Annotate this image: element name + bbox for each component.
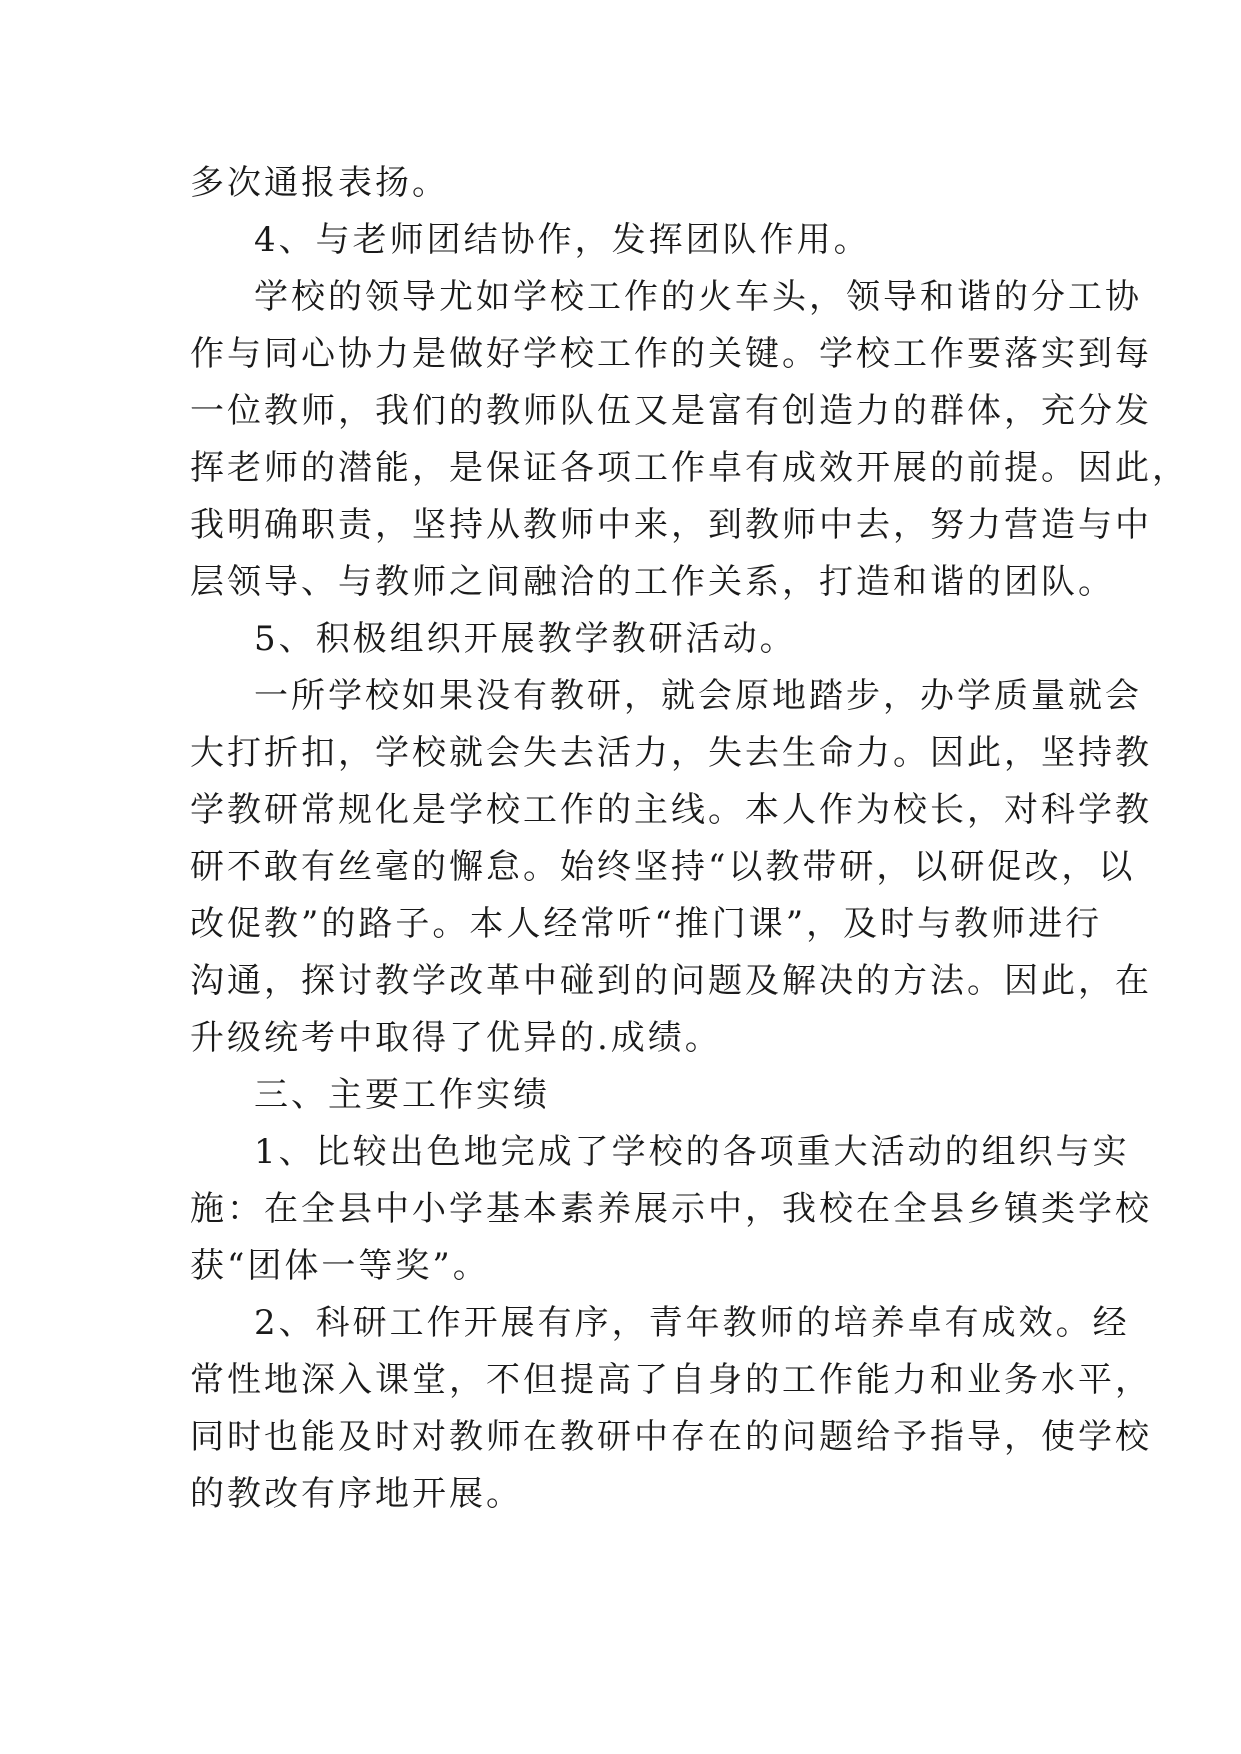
text-line: 1、比较出色地完成了学校的各项重大活动的组织与实 bbox=[254, 1132, 1130, 1172]
text-line: 研不敢有丝毫的懈怠。始终坚持“以教带研，以研促改，以 bbox=[190, 847, 1136, 887]
text-line: 学校的领导尤如学校工作的火车头，领导和谐的分工协 bbox=[254, 277, 1142, 317]
section-heading: 三、主要工作实绩 bbox=[254, 1075, 550, 1115]
text-line: 一所学校如果没有教研，就会原地踏步，办学质量就会 bbox=[254, 676, 1142, 716]
section-heading: 4、与老师团结协作，发挥团队作用。 bbox=[254, 220, 871, 260]
text-line: 沟通，探讨教学改革中碰到的问题及解决的方法。因此，在 bbox=[190, 961, 1152, 1001]
text-line: 多次通报表扬。 bbox=[190, 163, 449, 203]
text-line: 一位教师，我们的教师队伍又是富有创造力的群体，充分发 bbox=[190, 391, 1152, 431]
text-line: 改促教”的路子。本人经常听“推门课”，及时与教师进行 bbox=[190, 904, 1103, 944]
text-line: 升级统考中取得了优异的.成绩。 bbox=[190, 1018, 722, 1058]
text-line: 我明确职责，坚持从教师中来，到教师中去，努力营造与中 bbox=[190, 505, 1152, 545]
section-heading: 5、积极组织开展教学教研活动。 bbox=[254, 619, 797, 659]
text-line: 层领导、与教师之间融洽的工作关系，打造和谐的团队。 bbox=[190, 562, 1115, 602]
text-line: 挥老师的潜能，是保证各项工作卓有成效开展的前提。因此， bbox=[190, 448, 1189, 488]
text-line: 常性地深入课堂，不但提高了自身的工作能力和业务水平， bbox=[190, 1360, 1152, 1400]
text-line: 学教研常规化是学校工作的主线。本人作为校长，对科学教 bbox=[190, 790, 1152, 830]
text-line: 同时也能及时对教师在教研中存在的问题给予指导，使学校 bbox=[190, 1417, 1152, 1457]
text-line: 获“团体一等奖”。 bbox=[190, 1246, 490, 1286]
text-line: 2、科研工作开展有序，青年教师的培养卓有成效。经 bbox=[254, 1303, 1130, 1343]
text-line: 大打折扣，学校就会失去活力，失去生命力。因此，坚持教 bbox=[190, 733, 1152, 773]
text-line: 施：在全县中小学基本素养展示中，我校在全县乡镇类学校 bbox=[190, 1189, 1152, 1229]
text-line: 的教改有序地开展。 bbox=[190, 1474, 523, 1514]
text-line: 作与同心协力是做好学校工作的关键。学校工作要落实到每 bbox=[190, 334, 1152, 374]
